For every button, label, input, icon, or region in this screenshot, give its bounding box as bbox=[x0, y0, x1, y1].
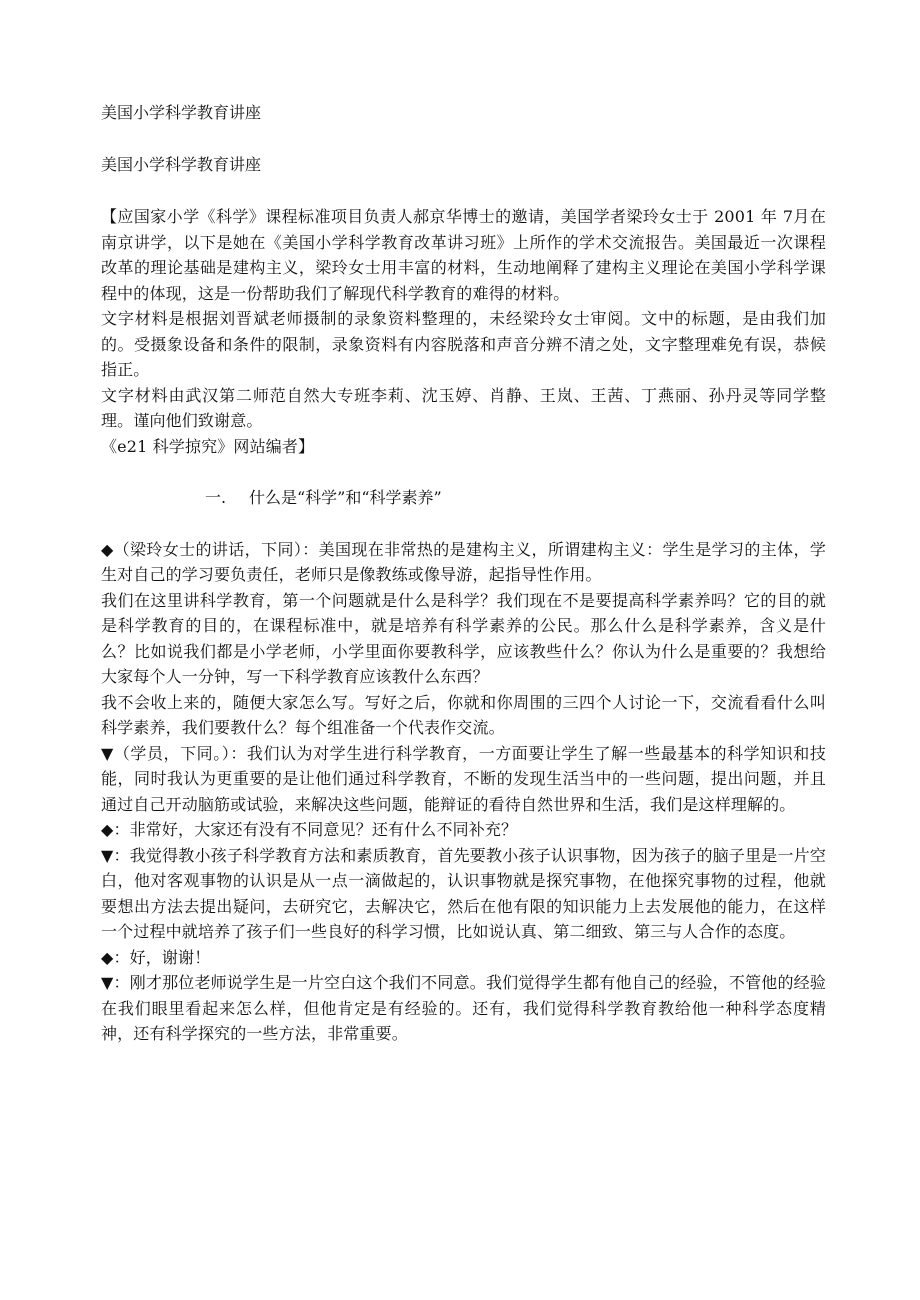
section-title: 什么是“科学”和“科学素养” bbox=[249, 488, 442, 507]
editor-note-paragraph: 【应国家小学《科学》课程标准项目负责人郝京华博士的邀请，美国学者梁玲女士于 2001 年 7月在南京讲学，以下是她在《美国小学科学教育改革讲习班》上所作的学术交流报告。美国最近一次课程改革的理论基础是建构主义，梁玲女士用丰富的材料，生动地阐释了建构主义理论在美国小学科学课程中的体现，这是一份帮助我们了解现代科学教育的难得的材料。 bbox=[101, 207, 826, 303]
document-subtitle: 美国小学科学教育讲座 bbox=[101, 155, 262, 174]
document-title: 美国小学科学教育讲座 bbox=[101, 103, 262, 122]
speaker-paragraph: 我们在这里讲科学教育，第一个问题就是什么是科学？我们现在不是要提高科学素养吗？它的目的就是科学教育的目的，在课程标准中，就是培养有科学素养的公民。那么什么是科学素养，含义是什么？比如说我们都是小学老师，小学里面你要教科学，应该教些什么？你认为什么是重要的？我想给大家每个人一分钟，写一下科学教育应该教什么东西？ bbox=[101, 590, 826, 686]
section-number: 一. bbox=[205, 488, 227, 507]
speaker-paragraph: ▼（学员，下同。）：我们认为对学生进行科学教育，一方面要让学生了解一些最基本的科学知识和技能，同时我认为更重要的是让他们通过科学教育，不断的发现生活当中的一些问题，提出问题，并且通过自己开动脑筋或试验，来解决这些问题，能辩证的看待自然世界和生活，我们是这样理解的。 bbox=[101, 743, 826, 814]
speaker-paragraph: 我不会收上来的，随便大家怎么写。写好之后，你就和你周围的三四个人讨论一下，交流看看什么叫科学素养，我们要教什么？每个组准备一个代表作交流。 bbox=[101, 692, 826, 737]
speaker-paragraph: ▼：我觉得教小孩子科学教育方法和素质教育，首先要教小孩子认识事物，因为孩子的脑子里是一片空白，他对客观事物的认识是从一点一滴做起的，认识事物就是探究事物，在他探究事物的过程，他就要想出方法去提出疑问，去研究它，去解决它，然后在他有限的知识能力上去发展他的能力，在这样一个过程中就培养了孩子们一些良好的科学习惯，比如说认真、第二细致、第三与人合作的态度。 bbox=[101, 845, 826, 941]
editor-note-paragraph: 文字材料由武汉第二师范自然大专班李莉、沈玉婷、肖静、王岚、王茜、丁燕丽、孙丹灵等同学整理。谨向他们致谢意。 bbox=[101, 385, 826, 430]
editor-note-signature: 《e21 科学掠究》网站编者】 bbox=[101, 436, 315, 456]
editor-note-paragraph: 文字材料是根据刘晋斌老师摄制的录象资料整理的，未经梁玲女士审阅。文中的标题，是由我们加的。受摄象设备和条件的限制，录象资料有内容脱落和声音分辨不清之处，文字整理难免有误，恭候指正。 bbox=[101, 309, 826, 379]
speaker-paragraph: ◆：非常好，大家还有没有不同意见？还有什么不同补充？ bbox=[101, 820, 518, 839]
speaker-paragraph: ◆：好，谢谢！ bbox=[101, 947, 211, 967]
speaker-paragraph: ◆（梁玲女士的讲话，下同）：美国现在非常热的是建构主义，所谓建构主义：学生是学习的主体，学生对自己的学习要负责任，老师只是像教练或像导游，起指导性作用。 bbox=[101, 539, 826, 584]
section-heading bbox=[101, 485, 826, 511]
document-body bbox=[101, 100, 826, 1047]
speaker-paragraph: ▼：刚才那位老师说学生是一片空白这个我们不同意。我们觉得学生都有他自己的经验，不管他的经验在我们眼里看起来怎么样，但他肯定是有经验的。还有，我们觉得科学教育教给他一种科学态度精神，还有科学探究的一些方法，非常重要。 bbox=[101, 973, 826, 1043]
